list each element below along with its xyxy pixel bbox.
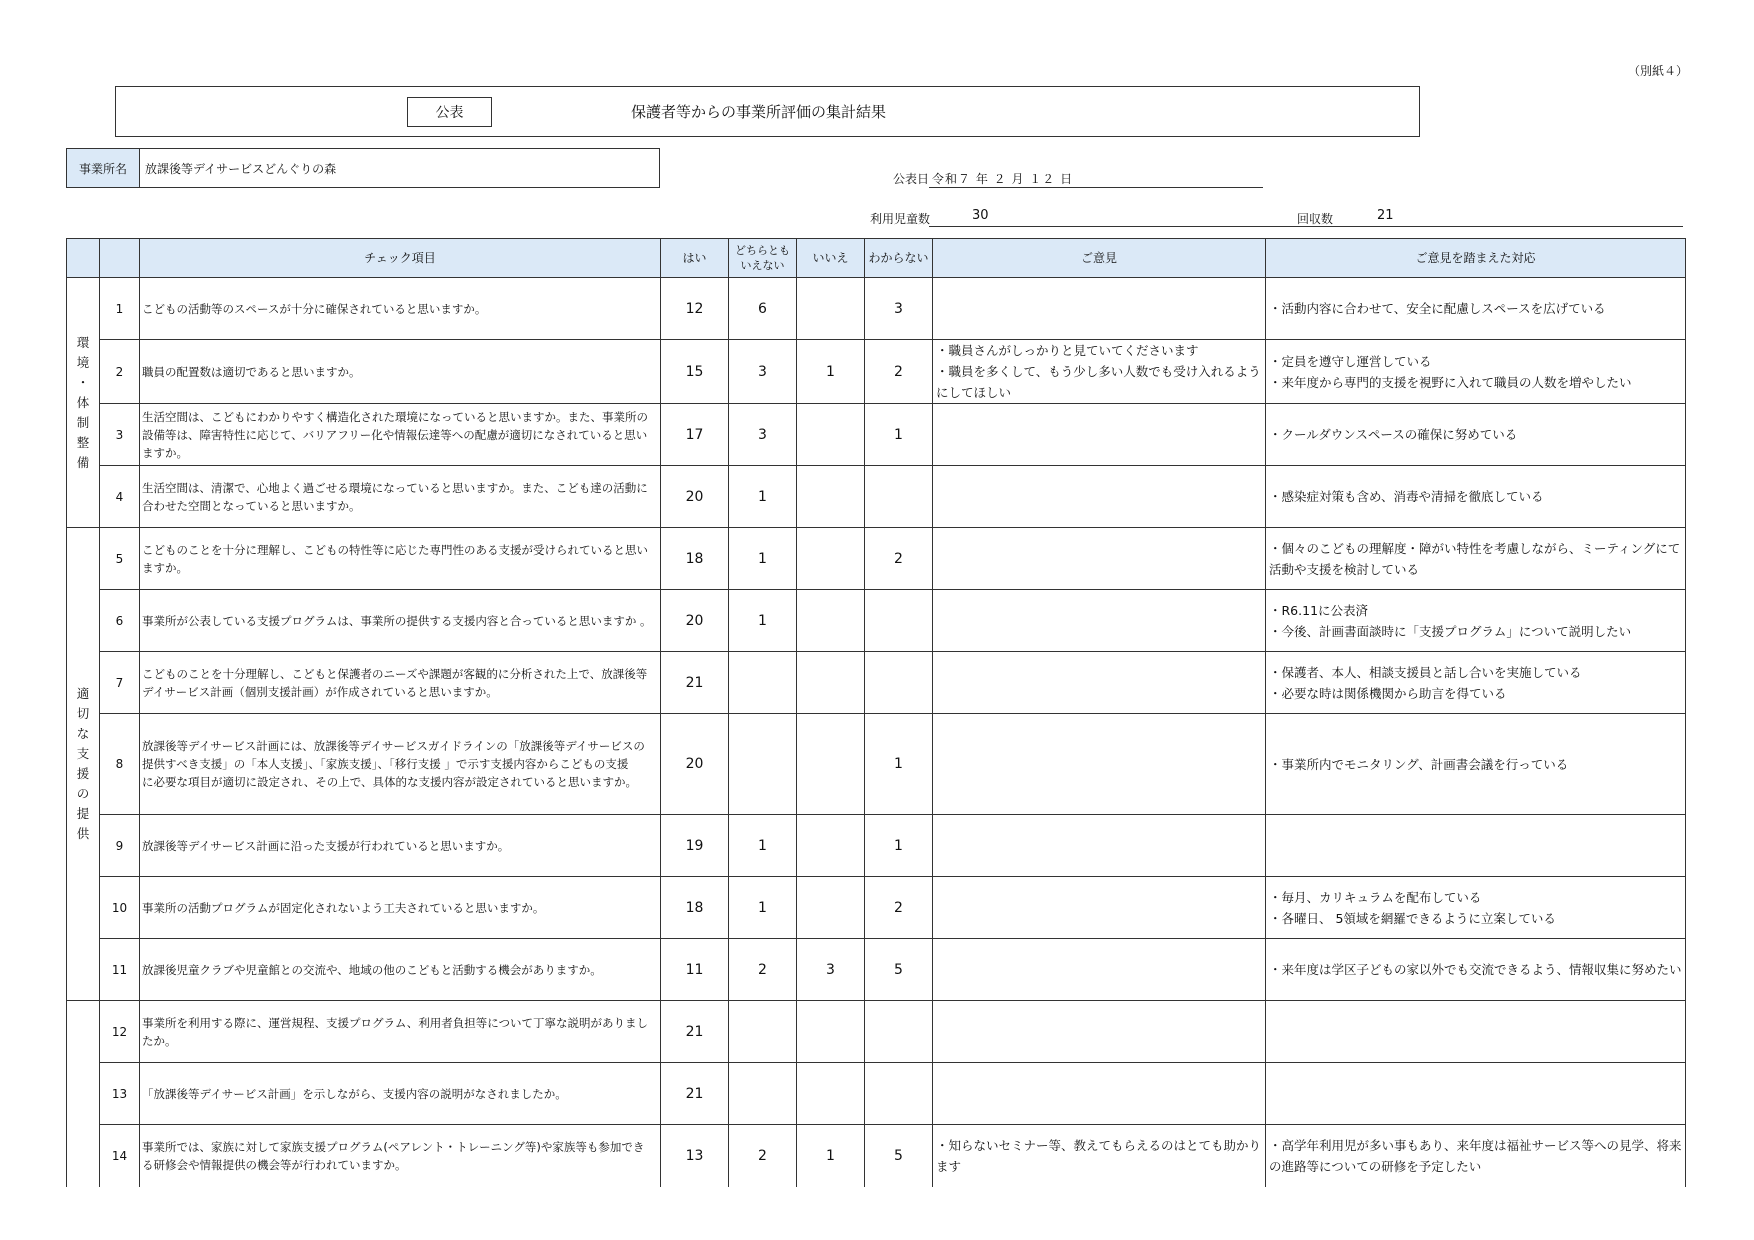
row-number: 11 xyxy=(100,939,140,1001)
category-support-label: 適 切 な 支 援 の 提 供 xyxy=(76,686,90,841)
appendix-label: （別紙４） xyxy=(1628,64,1689,78)
no-count: 1 xyxy=(797,340,865,404)
neither-count: 3 xyxy=(729,404,797,466)
no-count xyxy=(797,528,865,590)
yes-count: 21 xyxy=(661,1063,729,1125)
response-line: ・来年度は学区子どもの家以外でも交流できるよう、情報収集に努めたい xyxy=(1269,962,1682,977)
neither-count: 2 xyxy=(729,1125,797,1187)
response-line: ・必要な時は関係機関から助言を得ている xyxy=(1269,685,1507,701)
response-cell xyxy=(1266,877,1686,939)
response-cell xyxy=(1266,714,1686,815)
unknown-count: 2 xyxy=(865,528,933,590)
response-line: ・定員を遵守し運営している xyxy=(1269,353,1432,369)
opinion-cell xyxy=(933,1125,1266,1187)
yes-count: 21 xyxy=(661,1001,729,1063)
row-number: 1 xyxy=(100,278,140,340)
no-count: 3 xyxy=(797,939,865,1001)
check-item-line: デイサービス計画（個別支援計画）が作成されていると思いますか。 xyxy=(142,684,498,699)
neither-count xyxy=(729,714,797,815)
row-number: 10 xyxy=(100,877,140,939)
check-item-line: 「放課後等デイサービス計画」を示しながら、支援内容の説明がなされましたか。 xyxy=(142,1086,567,1101)
check-item-line: ますか。 xyxy=(142,445,188,460)
check-item xyxy=(140,404,661,466)
yes-count: 18 xyxy=(661,528,729,590)
unknown-count: 3 xyxy=(865,278,933,340)
response-cell xyxy=(1266,1001,1686,1063)
yes-count: 12 xyxy=(661,278,729,340)
check-item xyxy=(140,939,661,1001)
response-line: ・来年度から専門的支援を視野に入れて職員の人数を増やしたい xyxy=(1269,374,1632,390)
no-count xyxy=(797,815,865,877)
yes-count: 21 xyxy=(661,652,729,714)
opinion-cell xyxy=(933,877,1266,939)
opinion-cell xyxy=(933,278,1266,340)
unknown-count xyxy=(865,1063,933,1125)
response-cell xyxy=(1266,466,1686,528)
row-number: 13 xyxy=(100,1063,140,1125)
neither-count: 1 xyxy=(729,528,797,590)
response-line: ・クールダウンスペースの確保に努めている xyxy=(1269,427,1518,442)
neither-count xyxy=(729,1063,797,1125)
response-line: ・事業所内でモニタリング、計画書会議を行っている xyxy=(1269,756,1569,772)
check-item xyxy=(140,714,661,815)
check-item xyxy=(140,466,661,528)
no-count xyxy=(797,714,865,815)
neither-count: 6 xyxy=(729,278,797,340)
response-count-label: 回収数 xyxy=(1297,212,1334,226)
response-count-underline xyxy=(1263,226,1683,227)
opinion-line: ・知らないセミナー等、教えてもらえるのはとても助かり xyxy=(936,1137,1262,1153)
response-line: ・個々のこどもの理解度・障がい特性を考慮しながら、ミーティングにて xyxy=(1269,540,1681,556)
opinion-cell xyxy=(933,466,1266,528)
table-row xyxy=(67,590,1686,652)
facility-box xyxy=(66,148,660,188)
response-cell xyxy=(1266,528,1686,590)
unknown-count: 1 xyxy=(865,714,933,815)
header-yes: はい xyxy=(661,239,729,278)
check-item-line: こどものことを十分に理解し、こどもの特性等に応じた専門性のある支援が受けられていると思い xyxy=(142,542,648,557)
unknown-count xyxy=(865,590,933,652)
check-item xyxy=(140,1125,661,1187)
yes-count: 15 xyxy=(661,340,729,404)
check-item-line: 合わせた空間となっていると思いますか。 xyxy=(142,498,361,513)
no-count xyxy=(797,278,865,340)
response-line: ・毎月、カリキュラムを配布している xyxy=(1269,889,1482,905)
yes-count: 20 xyxy=(661,590,729,652)
row-number: 7 xyxy=(100,652,140,714)
response-cell xyxy=(1266,590,1686,652)
check-item-line: こどものことを十分理解し、こどもと保護者のニーズや課題が客観的に分析された上で、放課後等 xyxy=(142,666,648,681)
category-environment xyxy=(67,278,100,528)
header-no: いいえ xyxy=(797,239,865,278)
yes-count: 13 xyxy=(661,1125,729,1187)
check-item-line: 職員の配置数は適切であると思いますか。 xyxy=(142,364,361,379)
table-body xyxy=(67,278,1686,1187)
table-row xyxy=(67,466,1686,528)
check-item-line: ますか。 xyxy=(142,560,188,575)
table-row xyxy=(67,652,1686,714)
no-count xyxy=(797,1001,865,1063)
no-count xyxy=(797,404,865,466)
check-item xyxy=(140,877,661,939)
check-item xyxy=(140,528,661,590)
opinion-cell xyxy=(933,1063,1266,1125)
unknown-count: 5 xyxy=(865,939,933,1001)
header-neither-line2: いえない xyxy=(740,259,785,272)
neither-count: 1 xyxy=(729,877,797,939)
check-item-line: 事業所では、家族に対して家族支援プログラム(ペアレント・トレーニング等)や家族等も参加でき xyxy=(142,1139,645,1154)
table-row xyxy=(67,1001,1686,1063)
row-number: 5 xyxy=(100,528,140,590)
opinion-cell xyxy=(933,340,1266,404)
header-category xyxy=(67,239,100,278)
opinion-cell xyxy=(933,1001,1266,1063)
row-number: 9 xyxy=(100,815,140,877)
table-row xyxy=(67,404,1686,466)
header-neither xyxy=(729,239,797,278)
check-item-line: 提供すべき支援」の「本人支援」、「家族支援」、「移行支援 」で示す支援内容からこどもの支援 xyxy=(142,757,629,771)
check-item xyxy=(140,1063,661,1125)
yes-count: 11 xyxy=(661,939,729,1001)
neither-count xyxy=(729,652,797,714)
public-label: 公表 xyxy=(407,97,492,127)
check-item-line: 放課後等デイサービス計画には、放課後等デイサービスガイドラインの「放課後等デイサービスの xyxy=(142,739,645,753)
response-line: ・高学年利用児が多い事もあり、来年度は福祉サービス等への見学、将来 xyxy=(1269,1137,1682,1153)
check-item-line: たか。 xyxy=(142,1033,177,1048)
opinion-cell xyxy=(933,815,1266,877)
unknown-count xyxy=(865,466,933,528)
check-item-line: に必要な項目が適切に設定され、その上で、具体的な支援内容が設定されていると思いますか。 xyxy=(142,775,637,789)
unknown-count: 2 xyxy=(865,340,933,404)
no-count xyxy=(797,1063,865,1125)
response-line: ・R6.11に公表済 xyxy=(1269,602,1369,618)
response-count-value: 21 xyxy=(1377,208,1394,223)
evaluation-table xyxy=(66,238,1686,1187)
yes-count: 18 xyxy=(661,877,729,939)
neither-count: 1 xyxy=(729,590,797,652)
table-row xyxy=(67,714,1686,815)
table-row xyxy=(67,939,1686,1001)
page-title: 保護者等からの事業所評価の集計結果 xyxy=(631,103,887,121)
row-number: 4 xyxy=(100,466,140,528)
header-neither-line1: どちらとも xyxy=(735,244,790,257)
table-row xyxy=(67,340,1686,404)
opinion-cell xyxy=(933,714,1266,815)
opinion-cell xyxy=(933,652,1266,714)
neither-count xyxy=(729,1001,797,1063)
check-item-line: 放課後等デイサービス計画に沿った支援が行われていると思いますか。 xyxy=(142,838,510,853)
header-number xyxy=(100,239,140,278)
opinion-line: にしてほしい xyxy=(936,385,1012,400)
facility-name: 放課後等デイサービスどんぐりの森 xyxy=(145,161,337,176)
response-line: ・今後、計画書面談時に「支援プログラム」について説明したい xyxy=(1269,623,1632,639)
row-number: 12 xyxy=(100,1001,140,1063)
header-unknown: わからない xyxy=(865,239,933,278)
check-item xyxy=(140,340,661,404)
table-row xyxy=(67,278,1686,340)
neither-count: 3 xyxy=(729,340,797,404)
opinion-cell xyxy=(933,939,1266,1001)
opinion-cell xyxy=(933,404,1266,466)
unknown-count: 5 xyxy=(865,1125,933,1187)
check-item-line: 設備等は、障害特性に応じて、バリアフリー化や情報伝達等への配慮が適切になされていると思い xyxy=(142,427,648,442)
category-third xyxy=(67,1001,100,1187)
opinion-cell xyxy=(933,528,1266,590)
opinion-line: ・職員さんがしっかりと見ていてくださいます xyxy=(936,343,1199,358)
header-response: ご意見を踏まえた対応 xyxy=(1266,239,1686,278)
table-row xyxy=(67,1063,1686,1125)
unknown-count: 1 xyxy=(865,815,933,877)
neither-count: 1 xyxy=(729,815,797,877)
response-cell xyxy=(1266,1125,1686,1187)
facility-label: 事業所名 xyxy=(67,149,140,187)
response-cell xyxy=(1266,340,1686,404)
category-environment-label: 環 境 ・ 体 制 整 備 xyxy=(76,334,90,470)
category-support xyxy=(67,528,100,1001)
check-item xyxy=(140,278,661,340)
row-number: 2 xyxy=(100,340,140,404)
table-header-row xyxy=(67,239,1686,278)
check-item-line: る研修会や情報提供の機会等が行われていますか。 xyxy=(142,1157,407,1172)
response-line: 活動や支援を検討している xyxy=(1269,561,1420,577)
table-row xyxy=(67,877,1686,939)
no-count: 1 xyxy=(797,1125,865,1187)
response-cell xyxy=(1266,939,1686,1001)
user-count-underline xyxy=(929,226,1263,227)
neither-count: 2 xyxy=(729,939,797,1001)
user-count-label: 利用児童数 xyxy=(870,212,931,226)
header-check-item: チェック項目 xyxy=(140,239,661,278)
row-number: 3 xyxy=(100,404,140,466)
unknown-count xyxy=(865,1001,933,1063)
check-item xyxy=(140,1001,661,1063)
response-cell xyxy=(1266,652,1686,714)
response-line: ・活動内容に合わせて、安全に配慮しスペースを広げている xyxy=(1269,301,1606,316)
no-count xyxy=(797,466,865,528)
no-count xyxy=(797,652,865,714)
yes-count: 20 xyxy=(661,466,729,528)
response-cell xyxy=(1266,404,1686,466)
check-item-line: 生活空間は、清潔で、心地よく過ごせる環境になっていると思いますか。また、こども達の活動に xyxy=(142,480,648,495)
response-line: の進路等についての研修を予定したい xyxy=(1269,1158,1482,1174)
table-row xyxy=(67,815,1686,877)
yes-count: 17 xyxy=(661,404,729,466)
yes-count: 20 xyxy=(661,714,729,815)
neither-count: 1 xyxy=(729,466,797,528)
response-cell xyxy=(1266,278,1686,340)
no-count xyxy=(797,590,865,652)
check-item-line: 事業所が公表している支援プログラムは、事業所の提供する支援内容と合っていると思いますか 。 xyxy=(142,613,652,628)
unknown-count xyxy=(865,652,933,714)
check-item xyxy=(140,652,661,714)
response-line: ・保護者、本人、相談支援員と話し合いを実施している xyxy=(1269,664,1582,680)
row-number: 8 xyxy=(100,714,140,815)
check-item-line: 事業所の活動プログラムが固定化されないよう工夫されていると思いますか。 xyxy=(142,900,545,915)
title-box xyxy=(115,86,1420,137)
unknown-count: 1 xyxy=(865,404,933,466)
yes-count: 19 xyxy=(661,815,729,877)
opinion-line: ・職員を多くして、もう少し多い人数でも受け入れるよう xyxy=(936,364,1261,379)
opinion-cell xyxy=(933,590,1266,652)
user-count-value: 30 xyxy=(972,208,989,223)
check-item xyxy=(140,815,661,877)
publication-date-underline xyxy=(929,187,1263,188)
table-row xyxy=(67,528,1686,590)
response-line: ・感染症対策も含め、消毒や清掃を徹底している xyxy=(1269,489,1544,504)
no-count xyxy=(797,877,865,939)
response-cell xyxy=(1266,1063,1686,1125)
publication-date-label: 公表日 xyxy=(893,172,930,186)
publication-date: 令和７ 年 ２ 月 １２ 日 xyxy=(932,172,1074,186)
response-line: ・各曜日、 5領域を網羅できるように立案している xyxy=(1269,910,1556,926)
opinion-line: ます xyxy=(936,1158,962,1174)
table-row xyxy=(67,1125,1686,1187)
check-item-line: 生活空間は、こどもにわかりやすく構造化された環境になっていると思いますか。また、事業所の xyxy=(142,409,648,424)
row-number: 6 xyxy=(100,590,140,652)
unknown-count: 2 xyxy=(865,877,933,939)
response-cell xyxy=(1266,815,1686,877)
check-item-line: 放課後児童クラブや児童館との交流や、地域の他のこどもと活動する機会がありますか。 xyxy=(142,962,602,977)
check-item-line: 事業所を利用する際に、運営規程、支援プログラム、利用者負担等について丁寧な説明がありまし xyxy=(142,1015,648,1030)
row-number: 14 xyxy=(100,1125,140,1187)
check-item-line: こどもの活動等のスペースが十分に確保されていると思いますか。 xyxy=(142,301,487,316)
check-item xyxy=(140,590,661,652)
header-opinion: ご意見 xyxy=(933,239,1266,278)
